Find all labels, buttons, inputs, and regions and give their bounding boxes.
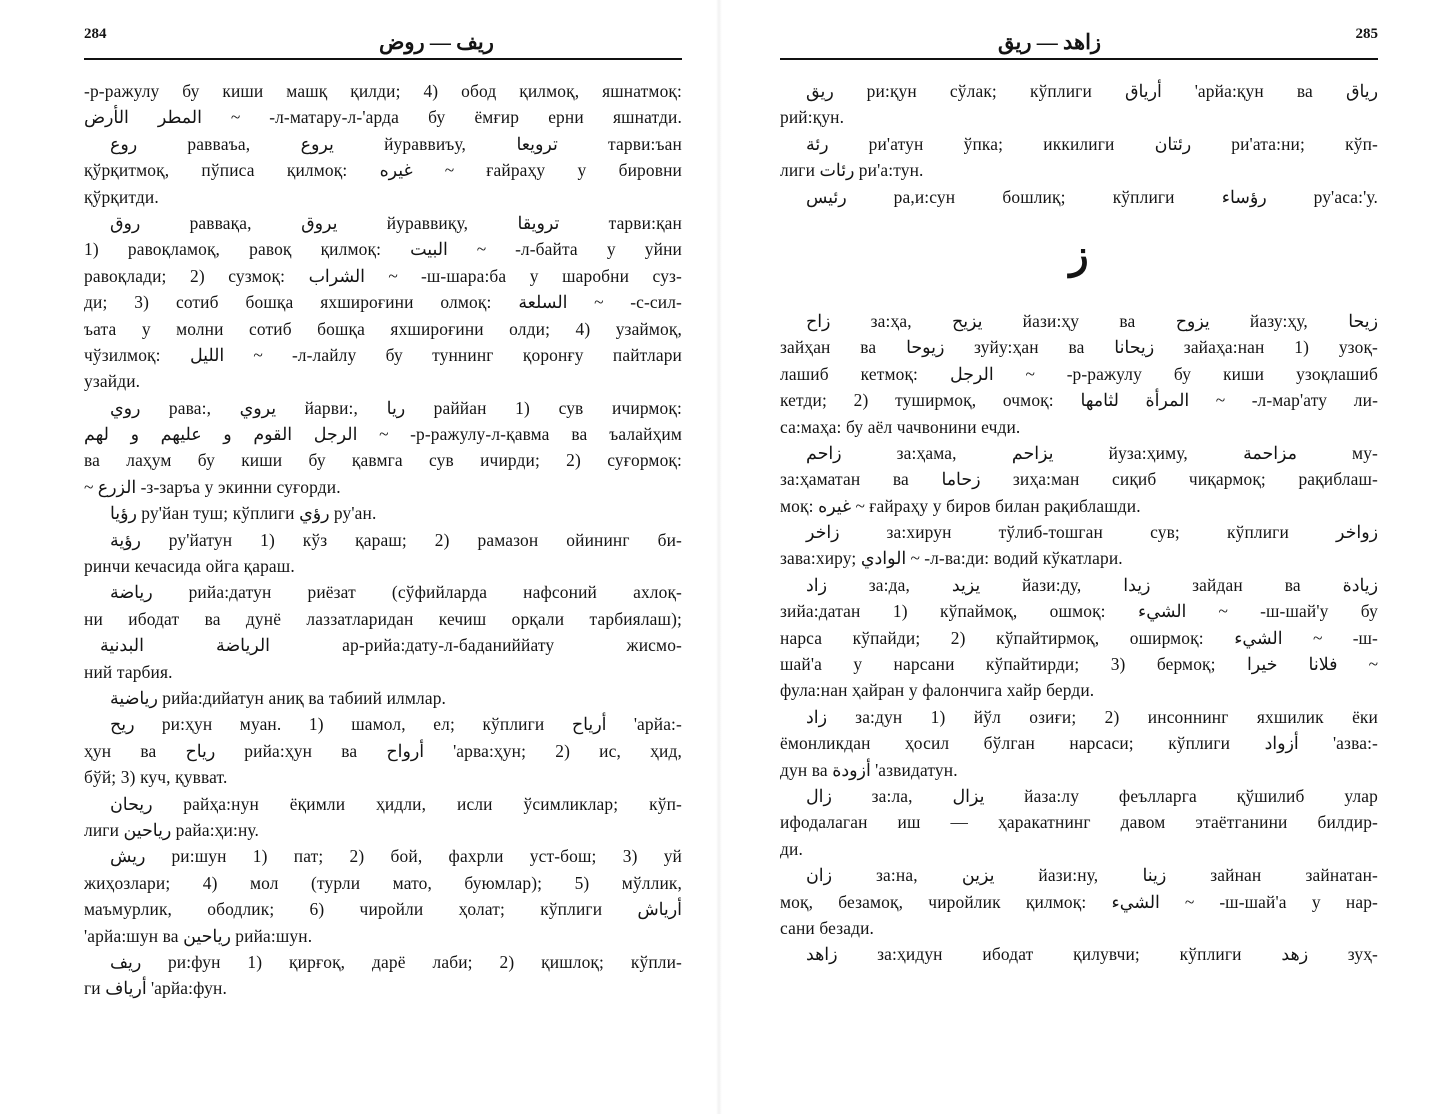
text-line: ва лаҳум бу киши бу қавмга сув ичирди; 2) суғормоқ: (84, 450, 682, 471)
right-page-body (780, 78, 1378, 968)
section-spacer (780, 296, 1378, 308)
right-running-head: زاهد — ريق (998, 30, 1102, 54)
entry-headword-line: روي рава:, يروي йарви:, ريا раййан 1) сув ичирмоқ: (110, 397, 682, 418)
entry-headword-line: رياضية рийа:дийатун аниқ ва табиий илмлар. (110, 687, 447, 708)
right-page-header (780, 24, 1378, 58)
text-line: сани безади. (780, 917, 875, 938)
entry-headword-line: روق раввақа, يروق йураввиқу, ترويقا тарви:қан (110, 212, 682, 233)
entry-headword-line: رياضة рийа:датун риёзат (сўфийларда нафсоний ахлоқ- (110, 582, 682, 603)
header-rule (84, 58, 682, 60)
text-line: ринчи кечасида ойга қараш. (84, 556, 295, 577)
entry-headword-line: زاح за:ҳа, يزيح йази:ҳу ва يزوح йазу:ҳу, زيحا (806, 310, 1378, 331)
text-line: зава:хиру; الوادي ~ -л-ва:ди: водий кўкатлари. (780, 548, 1123, 569)
text-line: қўрқитди. (84, 186, 159, 207)
entry-headword-line: رؤية ру'йатун 1) кўз қараш; 2) рамазон ойининг би- (110, 529, 682, 550)
entry-headword-line: روع раввaъа, يروع йураввиъу, ترويعا тарви:ъан (110, 133, 682, 154)
entry-headword-line: ريش ри:шун 1) пат; 2) бой, фахрли уст-бош; 3) уй (110, 846, 682, 867)
text-line: الرجل القوم و عليهم و لهم ~ -р-ражулу-л-қавма ва ъалайҳим (84, 424, 682, 445)
text-line: ~ الزرع -з-заръа у экинни суғорди. (84, 476, 341, 497)
text-line: лашиб кетмоқ: الرجل ~ -р-ражулу бу киши узоқлашиб (780, 363, 1378, 384)
entry-headword-line: ريح ри:ҳун муан. 1) шамол, ел; кўплиги أرياح 'арйа:- (110, 714, 682, 735)
entry-headword-line: ريق ри:қун сўлак; кўплиги أرياق 'арйа:қун ва رياق (806, 81, 1378, 101)
entry-headword-line: زاخر за:хирун тўлиб-тошган сув; кўплиги زواخر (806, 522, 1378, 543)
text-line: ни ибодат ва дунё лаззатларидан кечиш орқали тарбиялаш); (84, 608, 682, 629)
text-line: -р-ражулу бу киши машқ қилди; 4) обод қилмоқ, яшнатмоқ: (84, 81, 682, 101)
text-line: зайҳан ва زيوحا зуйу:ҳан ва زيحانا зайаҳа:нан 1) узоқ- (780, 337, 1378, 358)
text-line: 1) равоқламоқ, равоқ қилмоқ: البيت ~ -л-байта у уйни (84, 239, 682, 260)
text-line: маъмурлик, ободлик; 6) чиройли ҳолат; кўплиги أرياش (84, 899, 682, 920)
text-line: ъата у молни сотиб бошқа яхшироғини олди; 4) узаймоқ, (84, 318, 682, 339)
right-page-number: 285 (1355, 26, 1378, 42)
text-line: ди; 3) сотиб бошқа яхшироғини олмоқ: السلعة ~ -с-сил- (84, 292, 682, 313)
text-line: ди. (780, 838, 803, 859)
entry-headword-line: ريحان райҳа:нун ёқимли ҳидли, исли ўсимликлар; кўп- (110, 793, 682, 814)
text-line: фула:нан ҳайран у фалончига хайр берди. (780, 680, 1095, 701)
text-line: ний тарбия. (84, 661, 173, 682)
right-page (720, 0, 1440, 1114)
text-line: ёмонликдан ҳосил бўлган нарсаси; кўплиги أزواد 'азва:- (780, 733, 1378, 754)
text-line: ифодалаган иш — ҳаракатнинг давом этаётганини билдир- (780, 812, 1378, 833)
entry-headword-line: زان за:на, يزين йази:ну, زينا зайнан зайнатан- (806, 865, 1378, 886)
text-line: моқ, безамоқ, чиройлик қилмоқ: الشيء ~ -ш-шай'а у нар- (780, 891, 1378, 912)
left-page-number: 284 (84, 26, 107, 42)
text-line: المطر الأرض ~ -л-матару-л-'арда бу ёмғир ерни яшнатди. (84, 107, 682, 128)
entry-headword-line: رئة ри'атун ўпка; иккилиги رئتان ри'ата:ни; кўп- (806, 133, 1378, 154)
left-page-header (84, 24, 682, 58)
entry-headword-line: زال за:ла, يزال йаза:лу феълларга қўшилиб улар (806, 785, 1378, 806)
text-line: зийа:датан 1) кўпаймоқ, ошмоқ: الشيء ~ -ш-шай'у бу (780, 601, 1378, 622)
text-line: ги أرياف 'арйа:фун. (84, 978, 227, 999)
text-line: ҳун ва رياح рийа:ҳун ва أرواح 'арва:ҳун; 2) ис, ҳид, (84, 740, 682, 761)
text-line: моқ: غيره ~ ғайраҳу у биров билан рақиблашди. (780, 495, 1141, 516)
entry-headword-line: رؤيا ру'йан туш; кўплиги رؤي ру'ан. (110, 503, 377, 524)
text-line: қўрқитмоқ, пўписа қилмоқ: غيره ~ ғайраҳу у бировни (84, 160, 682, 181)
text-line: бўй; 3) куч, қувват. (84, 767, 228, 788)
text-line: الرياضة البدنية ар-рийа:дату-л-баданиййату жисмо- (100, 635, 682, 656)
text-line: нарса кўпайди; 2) кўпайтирмоқ, оширмоқ: الشيء ~ -ш- (780, 627, 1378, 648)
entry-headword-line: ريف ри:фун 1) қирғоқ, дарё лаби; 2) қишлоқ; кўпли- (110, 951, 682, 972)
entry-headword-line: زاد за:да, يزيد йази:ду, زيدا зайдан ва زيادة (806, 574, 1378, 595)
text-line: жиҳозлари; 4) мол (турли мато, буюмлар); 5) мўллик, (84, 872, 682, 893)
left-page-body (84, 78, 682, 1002)
text-line: дун ва أزودة 'азвидатун. (780, 759, 958, 780)
text-line: кетди; 2) туширмоқ, очмоқ: المرأة لثامها ~ -л-мар'ату ли- (780, 390, 1378, 411)
text-line: за:ҳаматан ва زحاما зиҳа:ман сиқиб чиқармоқ; рақиблаш- (780, 469, 1378, 490)
left-running-head: ريف — روض (379, 30, 494, 54)
entry-headword-line: زاهد за:ҳидун ибодат қилувчи; кўплиги زهد зуҳ- (806, 944, 1378, 965)
header-rule (780, 58, 1378, 60)
text-line: са:маҳа: бу аёл чачвонини ечди. (780, 416, 1021, 437)
section-letter: ز (1069, 231, 1089, 277)
text-line: равоқлади; 2) сузмоқ: الشراب ~ -ш-шара:ба у шаробни суз- (84, 265, 682, 286)
text-line: лиги رئات ри'а:тун. (780, 160, 924, 181)
text-line: чўзилмоқ: الليل ~ -л-лайлу бу туннинг қоронғу пайтлари (84, 344, 682, 365)
text-line: узайди. (84, 371, 141, 392)
text-line: лиги رياحين райа:ҳи:ну. (84, 819, 260, 840)
text-line: шай'а у нарсани кўпайтирди; 3) бермоқ; فلانا خيرا ~ (780, 654, 1378, 675)
entry-headword-line: رئيس ра,и:сун бошлиқ; кўплиги رؤساء ру'аса:'у. (806, 186, 1378, 207)
entry-headword-line: زاد за:дун 1) йўл озиғи; 2) инсоннинг яхшилик ёки (806, 706, 1378, 727)
entry-headword-line: زاحم за:ҳама, يزاحم йуза:ҳиму, مزاحمة му- (806, 442, 1378, 463)
text-line: рий:қун. (780, 107, 845, 128)
text-line: 'арйа:шун ва رياحين рийа:шун. (84, 925, 313, 946)
